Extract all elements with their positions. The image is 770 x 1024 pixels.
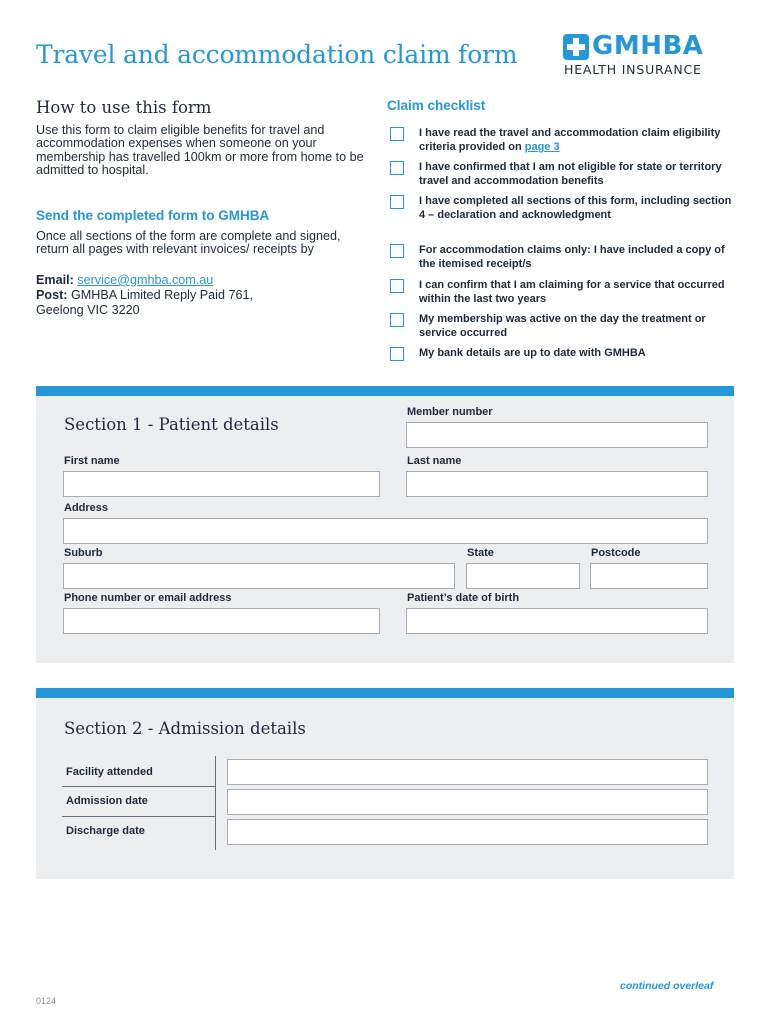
address-field[interactable] — [63, 518, 708, 544]
phone-email-label: Phone number or email address — [64, 592, 232, 604]
admission-date-label: Admission date — [66, 795, 148, 807]
facility-label: Facility attended — [66, 766, 153, 778]
postcode-field[interactable] — [590, 563, 708, 589]
section-2-panel — [36, 688, 734, 879]
checklist-item-label: I have confirmed that I am not eligible for state or territory travel and accommodation benefits — [419, 161, 722, 188]
suburb-label: Suburb — [64, 547, 103, 559]
section-2-title: Section 2 - Admission details — [64, 719, 306, 738]
row-divider — [62, 816, 215, 817]
logo-tagline: HEALTH INSURANCE — [564, 62, 702, 77]
checklist-item-label: For accommodation claims only: I have included a copy of the itemised receipt/s — [419, 244, 725, 271]
first-name-field[interactable] — [63, 471, 380, 497]
state-field[interactable] — [466, 563, 580, 589]
row-divider — [62, 786, 215, 787]
continued-overleaf: continued overleaf — [620, 980, 714, 992]
section-1-bar — [36, 386, 734, 396]
checkbox[interactable] — [390, 127, 404, 141]
checkbox[interactable] — [390, 161, 404, 175]
suburb-field[interactable] — [63, 563, 455, 589]
checklist-item-label: I have read the travel and accommodation claim eligibility criteria provided on — [419, 127, 721, 154]
page-3-link[interactable]: page 3 — [524, 141, 560, 154]
section-2-bar — [36, 688, 734, 698]
dob-label: Patient’s date of birth — [407, 592, 520, 604]
post-line — [36, 288, 366, 303]
checklist-item-label: I have completed all sections of this form, including section 4 – declaration and acknowledgment — [419, 195, 732, 222]
checkbox[interactable] — [390, 347, 404, 361]
last-name-field[interactable] — [406, 471, 708, 497]
email-link[interactable]: service@gmhba.com.au — [77, 273, 214, 287]
logo-wordmark: GMHBA — [592, 31, 704, 61]
facility-field[interactable] — [227, 759, 708, 785]
dob-field[interactable] — [406, 608, 708, 634]
contact-details — [36, 273, 366, 318]
post-address-1: GMHBA Limited Reply Paid 761, — [70, 288, 253, 302]
post-label: Post: — [36, 288, 68, 302]
checklist-item-text — [419, 126, 735, 154]
checkbox[interactable] — [390, 313, 404, 327]
section-1-panel — [36, 386, 734, 663]
address-label: Address — [64, 502, 109, 514]
send-form-heading: Send the completed form to GMHBA — [36, 208, 270, 223]
checklist-heading: Claim checklist — [387, 98, 486, 113]
email-label: Email: — [36, 273, 74, 287]
checkbox[interactable] — [390, 279, 404, 293]
section-1-title: Section 1 - Patient details — [64, 415, 279, 434]
admission-date-field[interactable] — [227, 789, 708, 815]
how-to-heading: How to use this form — [36, 98, 212, 117]
checkbox[interactable] — [390, 244, 404, 258]
member-number-field[interactable] — [406, 422, 708, 448]
checkbox[interactable] — [390, 195, 404, 209]
discharge-date-field[interactable] — [227, 819, 708, 845]
email-line — [36, 273, 366, 288]
how-to-body: Use this form to claim eligible benefits for travel and accommodation expenses when someone on your membership has travelled 100km or more from home to be admitted to hospital. — [36, 123, 364, 177]
first-name-label: First name — [64, 455, 120, 467]
checklist-item-label: My bank details are up to date with GMHBA — [419, 347, 646, 359]
member-number-label: Member number — [407, 406, 493, 418]
send-form-body: Once all sections of the form are complete and signed, return all pages with relevant invoices/ receipts by — [36, 229, 341, 257]
label-divider — [215, 756, 216, 850]
medical-cross-icon — [563, 34, 589, 60]
last-name-label: Last name — [407, 455, 462, 467]
postcode-label: Postcode — [591, 547, 641, 559]
phone-email-field[interactable] — [63, 608, 380, 634]
checklist-item-label: I can confirm that I am claiming for a service that occurred within the last two years — [419, 279, 725, 306]
gmhba-logo — [563, 31, 735, 78]
checklist-item-label: My membership was active on the day the treatment or service occurred — [419, 313, 706, 340]
discharge-date-label: Discharge date — [66, 825, 145, 837]
post-address-2: Geelong VIC 3220 — [36, 303, 140, 317]
state-label: State — [467, 547, 494, 559]
form-title: Travel and accommodation claim form — [36, 40, 518, 69]
form-code: 0124 — [36, 996, 57, 1006]
